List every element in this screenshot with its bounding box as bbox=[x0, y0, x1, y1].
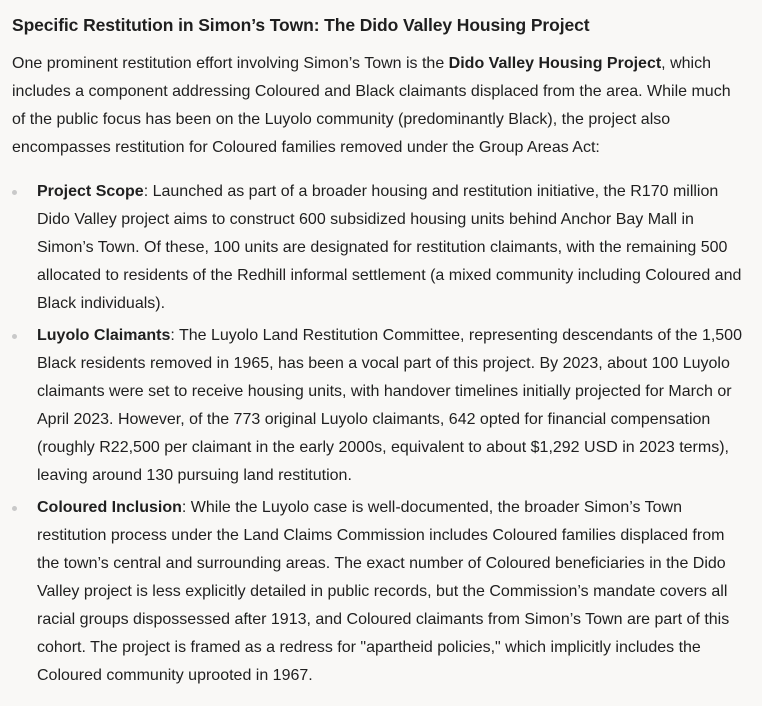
bullet-list bbox=[12, 178, 748, 690]
list-item-title: Luyolo Claimants bbox=[37, 327, 171, 344]
list-item-title: Project Scope bbox=[37, 183, 144, 200]
list-item-text: : Launched as part of a broader housing and restitution initiative, the R170 million Dido Valley project aims to construct 600 subsidized housing units behind Anchor Bay Mall in Simon’s Town. Of these, 100 units are designated for restitution claimants, with the remaining 500 allocated to residents of the Redhill informal settlement (a mixed community including Coloured and Black individuals). bbox=[37, 183, 742, 312]
bullet-dot-icon bbox=[12, 190, 17, 195]
intro-paragraph bbox=[12, 50, 748, 162]
intro-bold-project-name: Dido Valley Housing Project bbox=[448, 55, 662, 72]
intro-text-end: , which includes a component addressing Coloured and Black claimants displaced from the area. While much of the public focus has been on the Luyolo community (predominantly Black), the project also encompasses restitution for Coloured families removed under the Group Areas Act: bbox=[12, 55, 731, 156]
intro-text-start: One prominent restitution effort involving Simon’s Town is the bbox=[12, 55, 449, 72]
section-heading: Specific Restitution in Simon’s Town: The Dido Valley Housing Project bbox=[12, 15, 590, 35]
list-item-text: : The Luyolo Land Restitution Committee, representing descendants of the 1,500 Black residents removed in 1965, has been a vocal part of this project. By 2023, about 100 Luyolo claimants were set to receive housing units, with handover timelines initially projected for March or April 2023. However, of the 773 original Luyolo claimants, 642 opted for financial compensation (roughly R22,500 per claimant in the early 2000s, equivalent to about $1,292 USD in 2023 terms), leaving around 130 pursuing land restitution. bbox=[37, 327, 742, 484]
list-item-coloured-inclusion bbox=[12, 494, 748, 690]
list-item-luyolo-claimants bbox=[12, 322, 748, 490]
bullet-dot-icon bbox=[12, 334, 17, 339]
list-item-project-scope bbox=[12, 178, 748, 318]
list-item-title: Coloured Inclusion bbox=[37, 499, 182, 516]
bullet-dot-icon bbox=[12, 506, 17, 511]
list-item-text: : While the Luyolo case is well-documented, the broader Simon’s Town restitution process under the Land Claims Commission includes Coloured families displaced from the town’s central and surrounding areas. The exact number of Coloured beneficiaries in the Dido Valley project is less explicitly detailed in public records, but the Commission’s mandate covers all racial groups dispossessed after 1913, and Coloured claimants from Simon’s Town are part of this cohort. The project is framed as a redress for "apartheid policies," which implicitly includes the Coloured community uprooted in 1967. bbox=[37, 499, 730, 684]
